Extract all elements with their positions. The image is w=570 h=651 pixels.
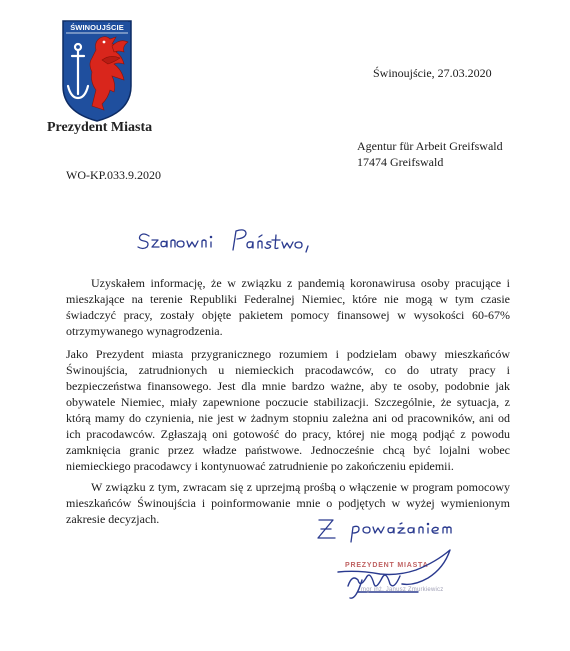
issuer-title: Prezydent Miasta	[47, 120, 153, 135]
stamp-name: mgr inż. Janusz Żmurkiewicz	[361, 587, 444, 593]
signature-stamp	[318, 540, 468, 612]
city-coat-of-arms	[62, 20, 132, 122]
recipient-address	[357, 138, 503, 170]
letter-date: Świnoujście, 27.03.2020	[373, 66, 492, 80]
paragraph-3: W związku z tym, zwracam się z uprzejmą prośbą o włączenie w program pomocowy mieszkańców Świnoujścia i poinformowanie mnie o podjętych w wyżej wymienionym zakresie decyzjach.	[66, 480, 510, 526]
recipient-line-1: Agentur für Arbeit Greifswald	[357, 139, 503, 153]
signature-scribble	[318, 540, 468, 612]
crest-caption: ŚWINOUJŚCIE	[70, 23, 124, 32]
stamp-title: PREZYDENT MIASTA	[345, 562, 429, 569]
handwritten-salutation	[135, 222, 325, 256]
paragraph-1: Uzyskałem informację, że w związku z pandemią koronawirusa osoby pracujące i mieszkające na terenie Republiki Federalnej Niemiec, które nie mogą w tym czasie świadczyć pracy, zostały objęte pakietem pomocy finansowej w wysokości 60-67% otrzymywanego wynagrodzenia.	[66, 276, 510, 338]
recipient-line-2: 17474 Greifswald	[357, 155, 444, 169]
paragraph-2: Jako Prezydent miasta przygranicznego rozumiem i podzielam obawy mieszkańców Świnoujścia, zatrudnionych u niemieckich pracodawców, co do utraty pracy i bezpieczeństwa finansowego. Jest dla mnie bardzo ważne, aby te osoby, podobnie jak obywatele Niemiec, miały zapewnione poczucie stabilizacji. Szczególnie, że sytuacja, z którą mamy do czynienia, nie jest w żadnym stopniu zależna ani od pracowników, ani od ich pracodawców. Zgłaszają oni gotowość do pracy, której nie mogą podjąć z powodu zamknięcia granic przez władze państwowe. Jednocześnie chcą być lojalni wobec niemieckiego pracodawcy i kontynuować zatrudnienie po zakończeniu epidemii.	[66, 347, 510, 473]
griffin-shield-icon	[62, 20, 132, 122]
reference-number: WO-KP.033.9.2020	[66, 168, 161, 182]
